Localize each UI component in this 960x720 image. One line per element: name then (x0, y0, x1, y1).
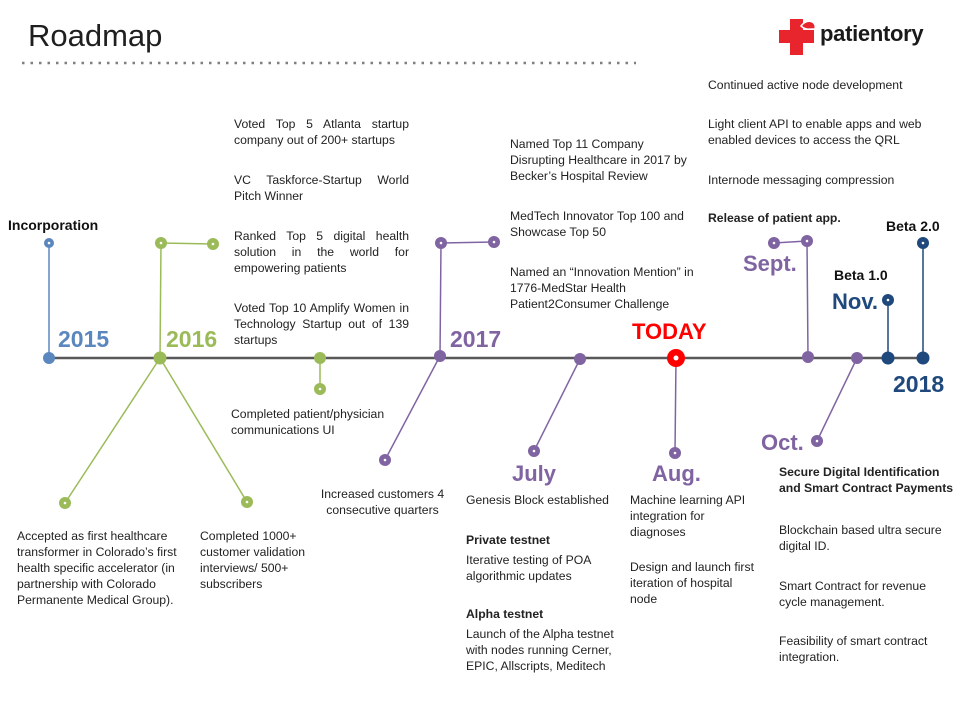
heading-secure-id: Secure Digital Identification and Smart Contract Payments (779, 465, 954, 495)
note-medtech: MedTech Innovator Top 100 and Showcase Top 50 (510, 209, 684, 239)
note-colorado: Accepted as first healthcare transformer in Colorado’s first health specific accelerator (in partnership with Colorado Permanente Medical Group). (17, 529, 177, 607)
note-beckers: Named Top 11 Company Disrupting Healthcare in 2017 by Becker’s Hospital Review (510, 137, 687, 183)
note-patient-app: Release of patient app. (708, 211, 841, 225)
connector (534, 359, 580, 451)
note-amplify-women: Voted Top 10 Amplify Women in Technology Startup out of 139 startups (234, 301, 409, 347)
note-private-testnet: Iterative testing of POA algorithmic updates (466, 553, 591, 583)
beta2-label: Beta 2.0 (886, 218, 940, 234)
month-nov: Nov. (832, 289, 879, 314)
note-machine-learning: Machine learning API integration for diagnoses (630, 493, 746, 539)
timeline-dot-oct (851, 352, 863, 364)
incorporation-label: Incorporation (8, 217, 99, 233)
year-2015: 2015 (58, 326, 110, 352)
note-internode: Internode messaging compression (708, 173, 895, 187)
heading-alpha-testnet: Alpha testnet (466, 607, 544, 621)
note-digital-id: Blockchain based ultra secure digital ID. (779, 523, 942, 553)
month-aug: Aug. (652, 461, 701, 486)
note-smart-contract: Feasibility of smart contract integration. (779, 634, 928, 664)
connector (65, 358, 160, 503)
month-sept: Sept. (743, 251, 797, 276)
note-innovation-mention: Named an “Innovation Mention” in 1776-MedStar Health Patient2Consumer Challenge (510, 265, 694, 311)
note-interviews: Completed 1000+ customer validation interviews/ 500+ subscribers (200, 529, 305, 591)
timeline-dot-july (574, 353, 586, 365)
connector (817, 358, 857, 441)
note-digital-health: Ranked Top 5 digital health solution in the world for empowering patients (234, 229, 409, 275)
connector (675, 358, 676, 453)
marker (314, 352, 326, 364)
timeline-dot-2018 (917, 352, 930, 365)
today-marker-center (674, 356, 679, 361)
note-revenue-cycle: Smart Contract for revenue cycle management. (779, 579, 926, 609)
timeline-dot-sept (802, 351, 814, 363)
brand-logo (776, 15, 936, 59)
page-title: Roadmap (28, 18, 163, 53)
brand-name: patientory (820, 21, 924, 46)
timeline-dot-2016 (154, 352, 167, 365)
note-active-node: Continued active node development (708, 78, 903, 92)
timeline-dot-2015 (43, 352, 55, 364)
connector (807, 241, 808, 357)
note-light-client: Light client API to enable apps and web enabled devices to access the QRL (708, 117, 922, 147)
connector (441, 242, 494, 243)
heading-private-testnet: Private testnet (466, 533, 550, 547)
timeline-dot-2017 (434, 350, 446, 362)
year-2016: 2016 (166, 326, 218, 352)
note-alpha-testnet: Launch of the Alpha testnet with nodes running Cerner, EPIC, Allscripts, Meditech (466, 627, 614, 673)
timeline-dot-nov (882, 352, 895, 365)
connector (160, 243, 161, 358)
month-oct: Oct. (761, 430, 804, 455)
note-customers: Increased customers 4 consecutive quarters (320, 487, 445, 517)
connector (161, 243, 213, 244)
note-atlanta-top5: Voted Top 5 Atlanta startup company out of 200+ startups (234, 117, 409, 147)
year-2018: 2018 (893, 371, 945, 397)
note-vc-taskforce: VC Taskforce-Startup World Pitch Winner (234, 173, 409, 203)
beta1-label: Beta 1.0 (834, 267, 888, 283)
note-genesis-block: Genesis Block established (466, 493, 609, 507)
today-label: TODAY (632, 319, 707, 344)
connector (440, 243, 441, 356)
patientory-cross-icon (776, 15, 820, 59)
month-july: July (512, 461, 557, 486)
note-completed-ui: Completed patient/physician communications UI (231, 407, 385, 437)
note-hospital-node: Design and launch first iteration of hospital node (630, 560, 754, 606)
year-2017: 2017 (450, 326, 502, 352)
